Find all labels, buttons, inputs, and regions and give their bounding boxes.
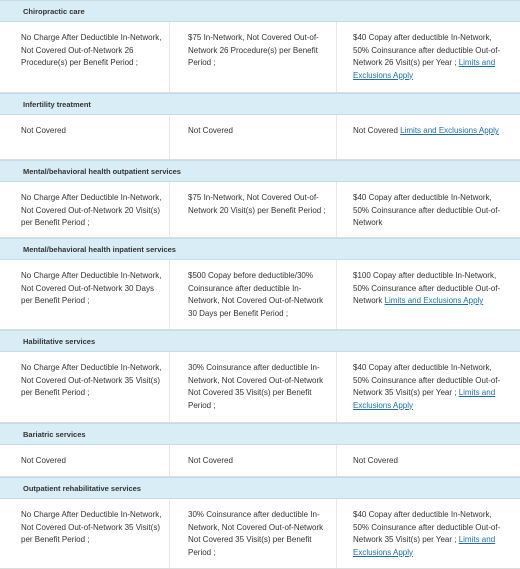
cell-in-network: No Charge After Deductible In-Network, Not Covered Out-of-Network 30 Days per Benefit Period ;: [21, 271, 162, 305]
cell-out-of-network: $500 Copay before deductible/30% Coinsurance after deductible In-Network, Not Covered Out-of-Network 30 Days per Benefit Period ;: [169, 260, 336, 329]
cell-plan-option: Not Covered Limits and Exclusions Apply: [336, 115, 520, 159]
section-row-mental-health-outpatient: [0, 182, 520, 238]
section-title: Outpatient rehabilitative services: [23, 484, 141, 493]
section-header-mental-health-outpatient: [0, 160, 520, 182]
cell-in-network: Not Covered: [21, 456, 66, 465]
section-row-outpatient-rehabilitative: [0, 499, 520, 569]
cell-plan-option: $40 Copay after deductible In-Network, 50% Coinsurance after deductible Out-of-Network: [336, 182, 520, 237]
section-header-bariatric-services: [0, 423, 520, 445]
section-row-habilitative-services: [0, 352, 520, 423]
section-header-habilitative-services: [0, 330, 520, 352]
cell-in-network: No Charge After Deductible In-Network, Not Covered Out-of-Network 26 Procedure(s) per Benefit Period ;: [21, 33, 162, 67]
section-row-infertility-treatment: [0, 115, 520, 160]
cell-in-network: No Charge After Deductible In-Network, Not Covered Out-of-Network 20 Visit(s) per Benefit Period ;: [21, 193, 162, 227]
limits-exclusions-link[interactable]: Limits and Exclusions Apply: [353, 388, 496, 410]
cell-out-of-network: 30% Coinsurance after deductible In-Network, Not Covered Out-of-Network Not Covered 35 Visit(s) per Benefit Period ;: [169, 352, 336, 422]
cell-out-of-network: Not Covered: [169, 115, 336, 159]
limits-exclusions-link[interactable]: Limits and Exclusions Apply: [384, 296, 484, 305]
section-title: Habilitative services: [23, 337, 96, 346]
cell-plan-option: $40 Copay after deductible In-Network, 50% Coinsurance after deductible Out-of-Network 35 Visit(s) per Year ; Limits and Exclusions Apply: [336, 499, 520, 568]
section-row-mental-health-inpatient: [0, 260, 520, 330]
cell-out-of-network: $75 In-Network, Not Covered Out-of-Network 20 Visit(s) per Benefit Period ;: [169, 182, 336, 237]
cell-in-network: Not Covered: [21, 126, 66, 135]
cell-plan-option: $100 Copay after deductible In-Network, 50% Coinsurance after deductible Out-of-Network Limits and Exclusions Apply: [336, 260, 520, 329]
section-header-chiropractic-care: [0, 0, 520, 22]
section-header-outpatient-rehabilitative: [0, 477, 520, 499]
section-header-mental-health-inpatient: [0, 238, 520, 260]
cell-in-network: No Charge After Deductible In-Network, Not Covered Out-of-Network 35 Visit(s) per Benefit Period ;: [21, 363, 162, 397]
cell-plan-option: Not Covered: [336, 445, 520, 476]
section-title: Chiropractic care: [23, 7, 85, 16]
limits-exclusions-link[interactable]: Limits and Exclusions Apply: [353, 535, 496, 557]
section-row-bariatric-services: [0, 445, 520, 477]
limits-exclusions-link[interactable]: Limits and Exclusions Apply: [353, 58, 496, 80]
cell-out-of-network: Not Covered: [169, 445, 336, 476]
section-title: Infertility treatment: [23, 100, 91, 109]
section-header-infertility-treatment: [0, 93, 520, 115]
cell-out-of-network: 30% Coinsurance after deductible In-Network, Not Covered Out-of-Network Not Covered 35 Visit(s) per Benefit Period ;: [169, 499, 336, 568]
section-title: Mental/behavioral health inpatient services: [23, 245, 176, 254]
section-row-chiropractic-care: [0, 22, 520, 93]
cell-out-of-network: $75 In-Network, Not Covered Out-of-Network 26 Procedure(s) per Benefit Period ;: [169, 22, 336, 92]
cell-plan-option: $40 Copay after deductible In-Network, 50% Coinsurance after deductible Out-of-Network 35 Visit(s) per Year ; Limits and Exclusions Apply: [336, 352, 520, 422]
cell-in-network: No Charge After Deductible In-Network, Not Covered Out-of-Network 35 Visit(s) per Benefit Period ;: [21, 510, 162, 544]
limits-exclusions-link[interactable]: Limits and Exclusions Apply: [400, 126, 499, 135]
cell-plan-option: $40 Copay after deductible In-Network, 50% Coinsurance after deductible Out-of-Network 26 Visit(s) per Year ; Limits and Exclusions Apply: [336, 22, 520, 92]
section-title: Bariatric services: [23, 430, 86, 439]
section-title: Mental/behavioral health outpatient services: [23, 167, 181, 176]
